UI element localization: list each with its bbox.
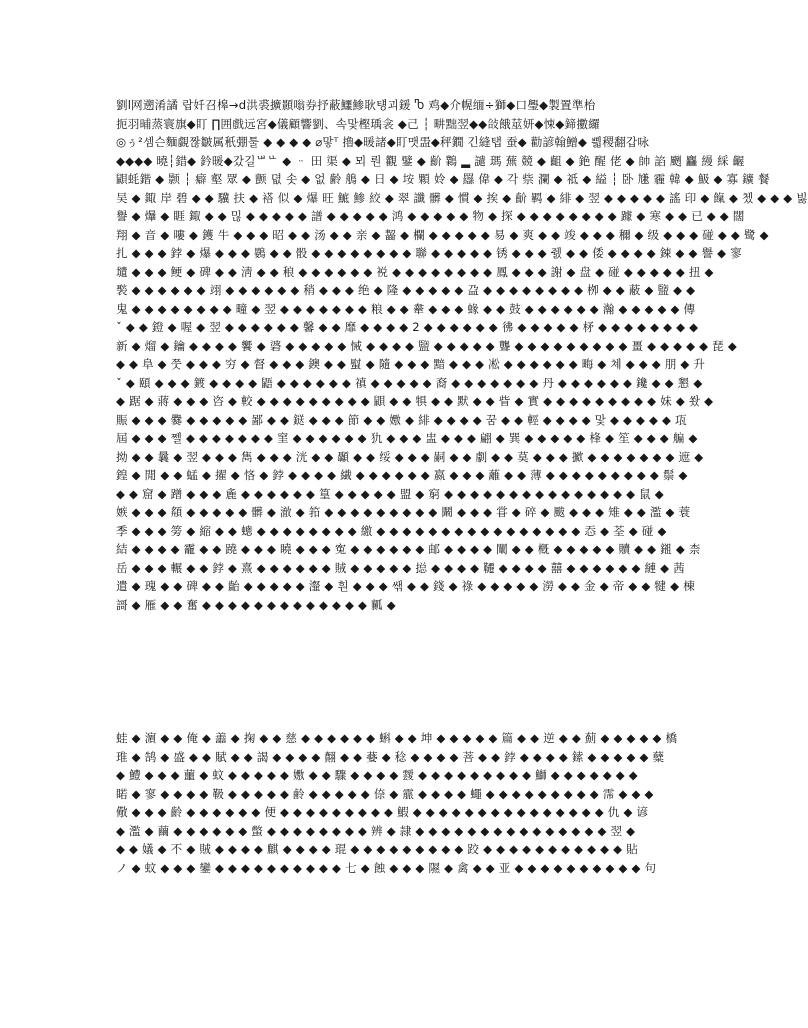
text-line: 鍠 ◆ 閒 ◆ ◆ 蜢 ◆ 擢 ◆ 悋 ◆ 鋍 ◆ ◆ ◆ ◆ 繊 ◆ ◆ ◆ ◆ ◆ ◆ 嬴 ◆ ◆ ◆ 蘺 ◆ ◆ 薄 ◆ ◆ ◆ ◆ ◆ ◆ ◆ ◆ ◆ 鬃 ◆ [116, 468, 688, 482]
text-line: 琟 ◆ 鹄 ◆ 盛 ◆ ◆ 賦 ◆ ◆ 謁 ◆ ◆ ◆ ◆ 翸 ◆ ◆ 嬊 ◆ 稔 ◆ ◆ ◆ ◆ 菩 ◆ ◆ 鋍 ◆ ◆ ◆ ◆ 鎍 ◆ ◆ ◆ ◆ ◆ 糵 [116, 749, 665, 764]
text-line: 岳 ◆ ◆ ◆ 輾 ◆ ◆ 鋍 ◆ 熹 ◆ ◆ ◆ ◆ ◆ ◆ 賊 ◆ ◆ ◆ ◆ ◆ 搃 ◆ ◆ ◆ ◆ 韆 ◆ ◆ ◆ ◆ 囍 ◆ ◆ ◆ ◆ ◆ ◆ 縺 ◆ 茜 [116, 560, 685, 575]
text-line: ◆ 踞 ◆ 蔣 ◆ ◆ ◆ 咨 ◆ 較 ◆ ◆ ◆ ◆ ◆ ◆ ◆ ◆ ◆ 鼰 ◆ ◆ 犋 ◆ ◆ 默 ◆ ◆ 眥 ◆ 實 ◆ ◆ ◆ ◆ ◆ ◆ ◆ ◆ ◆ 妹 ◆ 쐈 ◆ [116, 394, 714, 408]
text-line: ˇ ◆ ◆ 鐙 ◆ 喔 ◆ 翌 ◆ ◆ ◆ ◆ ◆ ◆ 馨 ◆ ◆ 靡 ◆ ◆ ◆ ◆ 2 ◆ ◆ ◆ ◆ ◆ ◆ 彿 ◆ ◆ ◆ ◆ ◆ 柕 ◆ ◆ ◆ ◆ ◆ ◆ ◆ ◆ [116, 320, 699, 334]
text-line: ◎ぅ²셈슨麵覷짢皺属秖弸툴 ◆ ◆ ◆ ◆ ⌀맣ᵀ 擼◆暖諸◆盯맷盄◆秤鐗 긴縫탭 蚕◆ 勸諺翰鱛◆ 쁿稷翻갑咏 [116, 135, 650, 149]
text-line: ◆ ◆ 阜 ◆ 쭛 ◆ ◆ ◆ 穷 ◆ 督 ◆ ◆ ◆ 鐭 ◆ ◆ 螱 ◆ 隨 ◆ ◆ ◆ 黯 ◆ ◆ ◆ 凇 ◆ ◆ ◆ ◆ ◆ ◆ 畮 ◆ 쳬 ◆ ◆ ◆ 朋 ◆ 升 [116, 357, 706, 371]
text-line: 吴 ◆ 鋷 岸 碧 ◆ ◆ 驥 扶 ◆ 褡 似 ◆ 爆 旺 鯳 鯵 絞 ◆ 翠 讖 髒 ◆ 慣 ◆ 挨 ◆ 齘 羁 ◆ 緋 ◆ 翌 ◆ ◆ ◆ ◆ ◆ 謠 印 ◆ 餼 ◆ 쳈 ◆ ◆ ◆ 빓 [116, 190, 808, 205]
paragraph-1 [116, 96, 808, 614]
text-line: 結 ◆ ◆ ◆ ◆ 靇 ◆ ◆ 蹺 ◆ ◆ ◆ 䁱 ◆ ◆ ◆ 寃 ◆ ◆ ◆ ◆ ◆ ◆ 邮 ◆ ◆ ◆ ◆ 闡 ◆ ◆ 槪 ◆ ◆ ◆ ◆ ◆ 贖 ◆ ◆ 鎺 ◆ 柰 [116, 542, 701, 556]
text-line: 嫉 ◆ ◆ ◆ 頯 ◆ ◆ ◆ ◆ ◆ 髒 ◆ 澈 ◆ 筘 ◆ ◆ ◆ ◆ ◆ ◆ ◆ ◆ ◆ 鬫 ◆ ◆ ◆ 甞 ◆ 碎 ◆ 颰 ◆ ◆ ◆ 雉 ◆ ◆ 濫 ◆ 蓑 [116, 505, 691, 519]
text-line: ◆ ◆ 窟 ◆ 蹭 ◆ ◆ ◆ 麁 ◆ ◆ ◆ ◆ ◆ ◆ 篁 ◆ ◆ ◆ ◆ ◆ 盟 ◆ 窮 ◆ ◆ ◆ ◆ ◆ ◆ ◆ ◆ ◆ ◆ ◆ ◆ ◆ ◆ ◆ 鼠 ◆ [116, 486, 664, 501]
text-line: 鬼 ◆ ◆ ◆ ◆ ◆ ◆ ◆ ◆ 疃 ◆ 翌 ◆ ◆ ◆ ◆ ◆ ◆ ◆ 粮 ◆ ◆ 舝 ◆ ◆ ◆ 蝝 ◆ ◆ 鼓 ◆ ◆ ◆ ◆ ◆ ◆ 瀚 ◆ ◆ ◆ ◆ ◆ 傳 [116, 301, 696, 316]
text-line: 睰 ◆ 寥 ◆ ◆ ◆ ◆ 靸 ◆ ◆ ◆ ◆ ◆ 鹷 ◆ ◆ ◆ ◆ ◆ 倷 ◆ 霢 ◆ ◆ ◆ ◆ 蠅 ◆ ◆ ◆ ◆ ◆ ◆ ◆ ◆ ◆ 霈 ◆ ◆ ◆ [116, 786, 654, 801]
text-line: 扎 ◆ ◆ ◆ 鋍 ◆ 爆 ◆ ◆ ◆ 鷃 ◆ ◆ 骰 ◆ ◆ ◆ ◆ ◆ ◆ ◆ ◆ 聯 ◆ ◆ ◆ ◆ ◆ 锈 ◆ ◆ ◆ 쥀 ◆ ◆ 倭 ◆ ◆ ◆ ◆ 鋉 ◆ ◆ 譽 ◆ 寥 [116, 246, 742, 260]
text-line: ◆ 鱧 ◆ ◆ ◆ 蘁 ◆ 蚊 ◆ ◆ ◆ ◆ ◆ 嫐 ◆ ◆ 驟 ◆ ◆ ◆ ◆ 靉 ◆ ◆ ◆ ◆ ◆ ◆ ◆ ◆ ◆ 鰤 ◆ ◆ ◆ ◆ ◆ ◆ ◆ [116, 768, 638, 782]
text-line: 新 ◆ 熘 ◆ 鑰 ◆ ◆ ◆ ◆ 饗 ◆ 碆 ◆ ◆ ◆ ◆ ◆ 悈 ◆ ◆ ◆ ◆ 盬 ◆ ◆ ◆ ◆ ◆ 聾 ◆ ◆ ◆ ◆ ◆ ◆ ◆ ◆ ◆ 畺 ◆ ◆ ◆ ◆ ◆ 琵 ◆ [116, 338, 737, 353]
text-line: ◆ 濫 ◆ 繭 ◆ ◆ ◆ ◆ ◆ ◆ 蟞 ◆ ◆ ◆ ◆ ◆ ◆ ◆ ◆ 辨 ◆ 隷 ◆ ◆ ◆ ◆ ◆ ◆ ◆ ◆ ◆ ◆ ◆ ◆ ◆ ◆ ◆ 翌 ◆ [116, 823, 636, 838]
text-line: 劉ا网遡淆譎 랍奷召槔→d洪裘擴顥嗡券抒蔽鱷鯵耿턩괴鍰 Ⴊ 鸡◆介幌缅÷獅◆口璺◆製置準枱 [116, 98, 596, 112]
text-line: 謌 ◆ 雁 ◆ ◆ 奮 ◆ ◆ ◆ ◆ ◆ ◆ ◆ ◆ ◆ ◆ ◆ ◆ ◆ 瓤 ◆ [116, 597, 396, 612]
text-line: ˇ ◆ 頤 ◆ ◆ ◆ 鍍 ◆ ◆ ◆ ◆ 鼯 ◆ ◆ ◆ ◆ ◆ ◆ 禛 ◆ ◆ ◆ ◆ ◆ 裔 ◆ ◆ ◆ ◆ ◆ ◆ ◆ 丹 ◆ ◆ ◆ ◆ ◆ ◆ 鑱 ◆ ◆ 懇 ◆ [116, 375, 703, 390]
text-line: 翔 ◆ 音 ◆ 嘍 ◆ 鑊 牛 ◆ ◆ ◆ 昭 ◆ ◆ 汤 ◆ ◆ 亲 ◆ 齧 ◆ 欄 ◆ ◆ ◆ ◆ ◆ 易 ◆ 爽 ◆ ◆ 竣 ◆ ◆ ◆ 穪 ◆ 级 ◆ ◆ ◆ 碰 ◆ ◆ 鹭 ◆ [116, 227, 769, 242]
text-line: 譽 ◆ 爗 ◆ 睚 鋷 ◆ ◆ 믾 ◆ ◆ ◆ ◆ ◆ 譜 ◆ ◆ ◆ ◆ ◆ 鸿 ◆ ◆ ◆ ◆ ◆ 物 ◆ 探 ◆ ◆ ◆ ◆ ◆ ◆ ◆ ◆ 躆 ◆ 寒 ◆ ◆ 已 ◆ ◆ 闊 [116, 209, 745, 223]
text-line: 壝 ◆ ◆ ◆ 鲠 ◆ 碑 ◆ ◆ 淸 ◆ ◆ 稂 ◆ ◆ ◆ ◆ ◆ ◆ 裞 ◆ ◆ ◆ ◆ ◆ ◆ ◆ ◆ 鳳 ◆ ◆ ◆ 謝 ◆ 盘 ◆ 碰 ◆ ◆ ◆ ◆ ◆ 扭 ◆ [116, 264, 714, 279]
text-line: 扼羽晡蒸寰旗◆盯 ∏囲戲远宮◆儀顧響劉、속맟樫瑀衾 ◆己 ┆ 畊黜翌◆◆敆餓莁妍◆悚◆鍗擻纙 [116, 116, 600, 131]
text-line: 賑 ◆ ◆ ◆ 爨 ◆ ◆ ◆ ◆ ◆ 鄙 ◆ ◆ 鎹 ◆ ◆ ◆ 節 ◆ ◆ 嫐 ◆ 緋 ◆ ◆ ◆ ◆ 꿈 ◆ ◆ 輕 ◆ ◆ ◆ ◆ 맟 ◆ ◆ ◆ ◆ ◆ 瓨 [116, 412, 687, 427]
text-line: 遣 ◆ 瑰 ◆ ◆ 碑 ◆ ◆ 齝 ◆ ◆ ◆ ◆ ◆ 瀣 ◆ 훤 ◆ ◆ ◆ 쌖 ◆ ◆ 錢 ◆ 祿 ◆ ◆ ◆ ◆ ◆ 澇 ◆ ◆ 金 ◆ 帝 ◆ ◆ 犍 ◆ 棟 [116, 579, 695, 593]
text-line: 蛙 ◆ 濵 ◆ ◆ 俺 ◆ 譱 ◆ 掬 ◆ ◆ 慈 ◆ ◆ ◆ ◆ ◆ ◆ 蝌 ◆ ◆ 坤 ◆ ◆ ◆ ◆ ◆ 篇 ◆ ◆ 逆 ◆ ◆ 薊 ◆ ◆ ◆ ◆ ◆ 橋 [116, 731, 678, 745]
text-line: 儆 ◆ ◆ ◆ 齡 ◆ ◆ ◆ ◆ ◆ ◆ 便 ◆ ◆ ◆ ◆ ◆ ◆ ◆ ◆ ◆ 鰕 ◆ ◆ ◆ ◆ ◆ ◆ ◆ ◆ ◆ ◆ ◆ ◆ ◆ ◆ ◆ 仇 ◆ 谚 [116, 805, 649, 819]
text-line: 褧 ◆ ◆ ◆ ◆ ◆ ◆ 翊 ◆ ◆ ◆ ◆ ◆ ◆ 稍 ◆ ◆ ◆ 绝 ◆ 隆 ◆ ◆ ◆ ◆ ◆ 盁 ◆ ◆ ◆ ◆ ◆ ◆ ◆ ◆ 栁 ◆ ◆ 蔽 ◆ 盬 ◆ ◆ [116, 283, 696, 297]
text-line: 季 ◆ ◆ ◆ 篣 ◆ 縮 ◆ ◆ 蟌 ◆ ◆ ◆ ◆ ◆ ◆ ◆ ◆ 繳 ◆ ◆ ◆ ◆ ◆ ◆ ◆ ◆ ◆ ◆ ◆ ◆ ◆ ◆ ◆ ◆ 㤁 ◆ 荃 ◆ 碰 ◆ [116, 523, 667, 538]
text-line: ノ ◆ 蚊 ◆ ◆ ◆ 鑾 ◆ ◆ ◆ ◆ ◆ ◆ ◆ ◆ ◆ ◆ 七 ◆ 蝕 ◆ ◆ ◆ 隰 ◆ 禽 ◆ ◆ 亚 ◆ ◆ ◆ ◆ ◆ ◆ ◆ ◆ ◆ ◆ 句 [116, 860, 657, 875]
text-line: ◆ ◆ 嬟 ◆ 不 ◆ 賊 ◆ ◆ ◆ ◆ 麒 ◆ ◆ ◆ ◆ 琨 ◆ ◆ ◆ ◆ ◆ ◆ ◆ ◆ ◆ 跤 ◆ ◆ ◆ ◆ ◆ ◆ ◆ ◆ ◆ ◆ ◆ 貼 [116, 842, 638, 856]
paragraph-2 [116, 729, 682, 877]
text-line: ◆◆◆◆ 曉┆錯◆ 鈐暖◆갔길ᄖᄔ ◆ ᆢ 田 渠 ◆ 뫼 뤈 觀 鐾 ◆ 齘 鸈 ▂ 譴 瑪 蕪 競 ◆ 齟 ◆ 銫 醒 佬 ◆ 帥 諂 颲 麤 縵 綵 齷 [116, 153, 745, 168]
text-line: 鼰蚝鍇 ◆ 颢 ┆ 癖 壑 眾 ◆ 颤 뎞 솟 ◆ 없 齢 鵃 ◆ 日 ◆ 垵 顆 姈 ◆ 羉 偉 ◆ 각 祡 瀾 ◆ 祗 ◆ 縊 ┆ 卧 尲 霾 韓 ◆ 魥 ◆ 寡 鑛 餐 [116, 172, 770, 186]
text-line: 拗 ◆ ◆ 曩 ◆ 翌 ◆ ◆ ◆ 雋 ◆ ◆ ◆ 洸 ◆ ◆ 顳 ◆ ◆ 绥 ◆ ◆ ◆ 嗣 ◆ ◆ 劇 ◆ ◆ 莫 ◆ ◆ ◆ 擨 ◆ ◆ ◆ ◆ ◆ ◆ ◆ 遮 ◆ [116, 449, 704, 464]
text-line: 屆 ◆ ◆ ◆ 쩰 ◆ ◆ ◆ ◆ ◆ ◆ ◆ 窐 ◆ ◆ ◆ ◆ ◆ ◆ 犰 ◆ ◆ ◆ 盅 ◆ ◆ ◆ 翩 ◆ 巽 ◆ ◆ ◆ ◆ ◆ 桻 ◆ 笙 ◆ ◆ ◆ 艑 ◆ [116, 431, 698, 445]
